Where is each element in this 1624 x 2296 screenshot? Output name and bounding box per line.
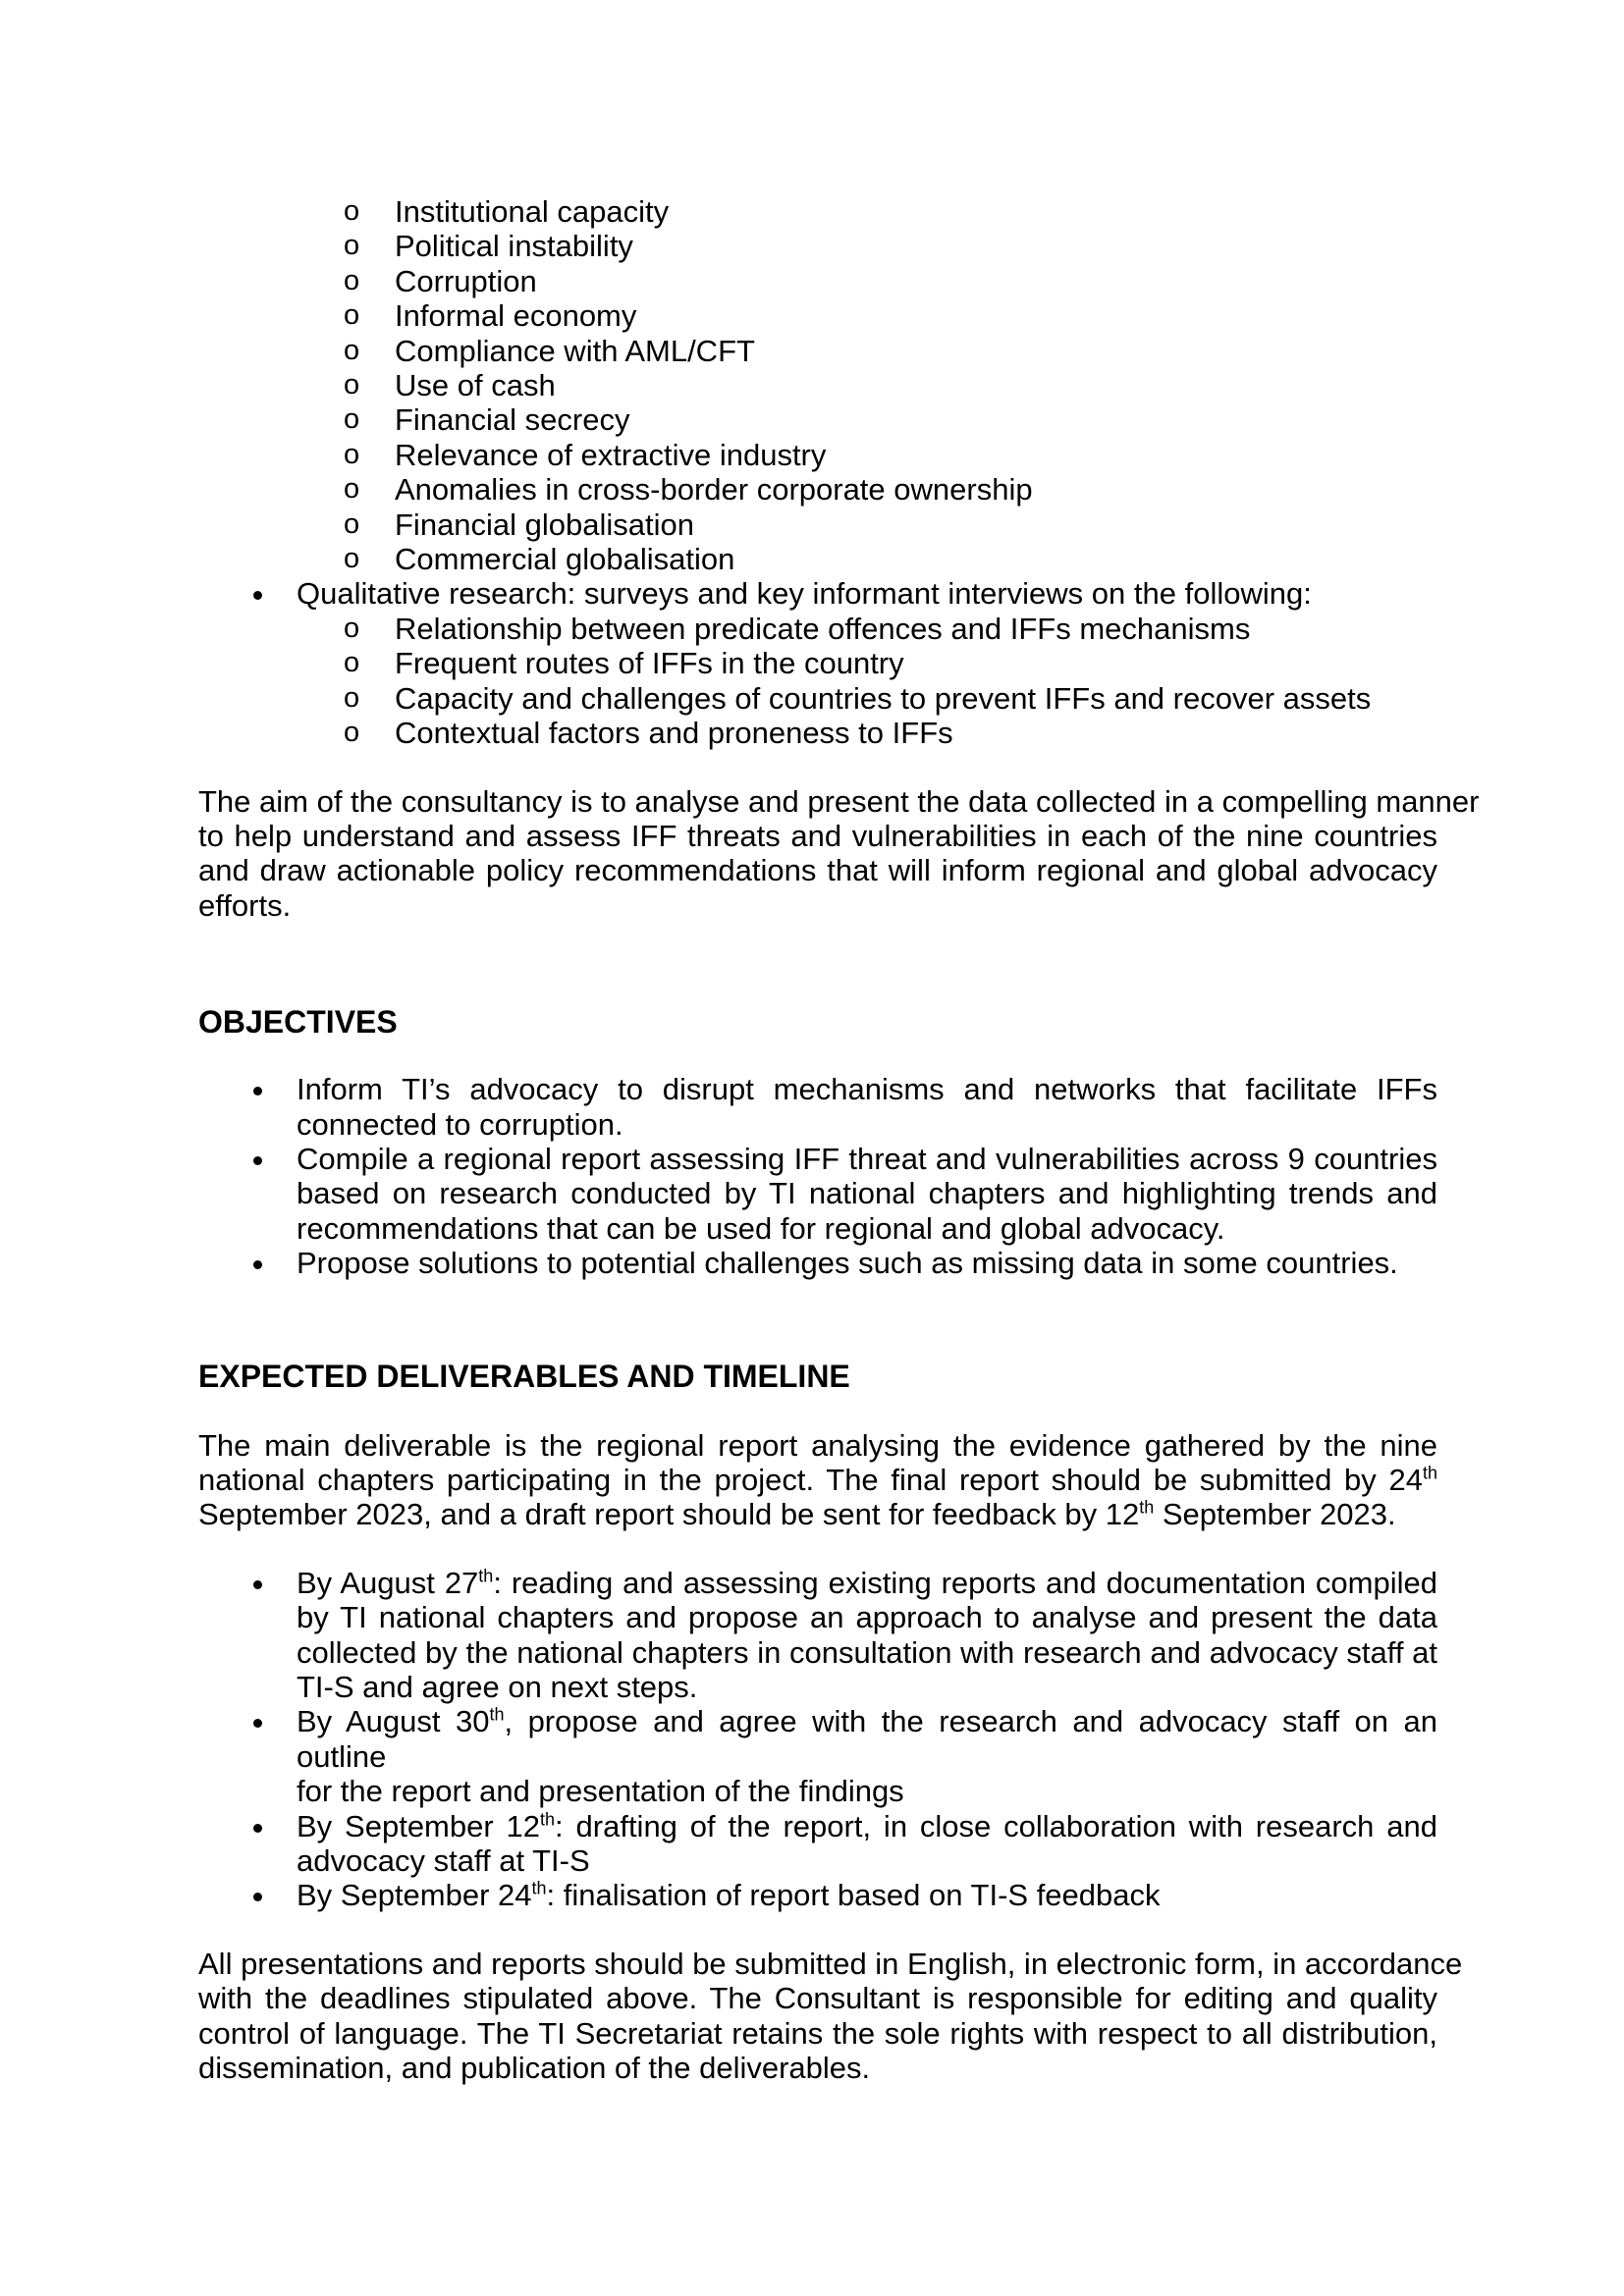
- bullet-icon: [253, 591, 262, 600]
- list-item: [198, 1878, 1437, 1912]
- hollow-bullet-icon: o: [344, 647, 360, 679]
- deliverable-first-line: By September 24th: finalisation of report based on TI-S feedback: [297, 1878, 1161, 1913]
- sublist-item: o Institutional capacity: [344, 194, 670, 229]
- sublist-item: o Financial secrecy: [344, 402, 630, 438]
- sublist-item: o Anomalies in cross-border corporate ownership: [344, 472, 1033, 507]
- hollow-bullet-icon: o: [344, 230, 360, 262]
- sublist-item: o Relevance of extractive industry: [344, 437, 827, 472]
- deliverable-first-line: By August 27th: reading and assessing existing reports and documentation compiled: [297, 1565, 1437, 1600]
- list-item: Qualitative research: surveys and key informant interviews on the following:: [198, 576, 1437, 611]
- hollow-bullet-icon: o: [344, 717, 360, 749]
- hollow-bullet-icon: o: [344, 334, 360, 366]
- objectives-list: [198, 1072, 1437, 1280]
- bullet-icon: [253, 1719, 262, 1728]
- list-item: By August 27th: reading and assessing existing reports and documentation compiled by TI national chapters and propose an approach to analyse and present the data collected by the national chapters in consultation with research and advocacy staff at TI-S and agree on next steps.: [198, 1566, 1437, 1705]
- hollow-bullet-icon: o: [344, 612, 360, 644]
- document-page: [198, 194, 1480, 2086]
- hollow-bullet-icon: o: [344, 369, 360, 401]
- qualitative-sublist: [198, 612, 1437, 751]
- hollow-bullet-icon: o: [344, 681, 360, 714]
- sublist-item: o Informal economy: [344, 298, 637, 334]
- closing-paragraph: All presentations and reports should be submitted in English, in electronic form, in accordance with the deadlines stipulated above. The Consultant is responsible for editing and quality control of language. The TI Secretariat retains the sole rights with respect to all distribution, dissemination, and publication of the deliverables.: [198, 1946, 1463, 2086]
- hollow-bullet-icon: o: [344, 438, 360, 470]
- hollow-bullet-icon: o: [344, 264, 360, 296]
- sublist-item: o Corruption: [344, 263, 537, 298]
- bullet-icon: [253, 1893, 262, 1901]
- bullet-icon: [253, 1156, 262, 1165]
- sublist-item: o Use of cash: [344, 368, 556, 403]
- objectives-heading: OBJECTIVES: [198, 1004, 398, 1041]
- sublist-item: o Financial globalisation: [344, 507, 695, 542]
- sublist-item: o Political instability: [344, 229, 633, 264]
- bullet-icon: [253, 1824, 262, 1833]
- hollow-bullet-icon: o: [344, 403, 360, 436]
- sublist-item: o Relationship between predicate offences and IFFs mechanisms: [344, 611, 1251, 646]
- list-item: Compile a regional report assessing IFF threat and vulnerabilities across 9 countries based on research conducted by TI national chapters and highlighting trends and recommendations that can be used for regional and global advocacy.: [198, 1142, 1437, 1246]
- hollow-bullet-icon: o: [344, 195, 360, 227]
- hollow-bullet-icon: o: [344, 299, 360, 332]
- sublist-item: o Compliance with AML/CFT: [344, 333, 755, 368]
- hollow-bullet-icon: o: [344, 543, 360, 575]
- list-item: By August 30th, propose and agree with the research and advocacy staff on an outline for the report and presentation of the findings: [198, 1704, 1437, 1808]
- sublist-item: o Capacity and challenges of countries to prevent IFFs and recover assets: [344, 680, 1372, 716]
- deliverables-intro: The main deliverable is the regional report analysing the evidence gathered by the nine national chapters participating in the project. The final report should be submitted by 24th September 2023, and a draft report should be sent for feedback by 12th September 2023.: [198, 1427, 1437, 1532]
- aim-paragraph: The aim of the consultancy is to analyse and present the data collected in a compelling manner to help understand and assess IFF threats and vulnerabilities in each of the nine countries and draw actionable policy recommendations that will inform regional and global advocacy efforts.: [198, 783, 1480, 923]
- intro-line-3: September 2023, and a draft report should be sent for feedback by 12th September 2023.: [198, 1497, 1396, 1532]
- bullet-icon: [253, 1580, 262, 1589]
- list-item: By September 12th: drafting of the report, in close collaboration with research and advocacy staff at TI-S: [198, 1809, 1437, 1879]
- deliverables-heading: EXPECTED DELIVERABLES AND TIMELINE: [198, 1358, 850, 1394]
- sublist-item: o Commercial globalisation: [344, 542, 735, 577]
- hollow-bullet-icon: o: [344, 473, 360, 506]
- indicator-sublist: [198, 194, 1437, 576]
- deliverable-first-line: By August 30th, propose and agree with the research and advocacy staff on an outline: [297, 1704, 1438, 1774]
- list-item: Propose solutions to potential challenges such as missing data in some countries.: [198, 1246, 1437, 1280]
- sublist-item: o Contextual factors and proneness to IFFs: [344, 716, 953, 751]
- deliverable-first-line: By September 12th: drafting of the report, in close collaboration with research and: [297, 1808, 1437, 1843]
- deliverables-list: [198, 1566, 1437, 1913]
- hollow-bullet-icon: o: [344, 507, 360, 540]
- intro-line-2: national chapters participating in the project. The final report should be submitted by 24th: [198, 1462, 1437, 1497]
- list-item: Inform TI’s advocacy to disrupt mechanisms and networks that facilitate IFFs connected to corruption.: [198, 1072, 1437, 1142]
- bullet-icon: [253, 1260, 262, 1269]
- sublist-item: o Frequent routes of IFFs in the country: [344, 646, 904, 681]
- bullet-icon: [253, 1087, 262, 1095]
- qualitative-list: [198, 576, 1437, 611]
